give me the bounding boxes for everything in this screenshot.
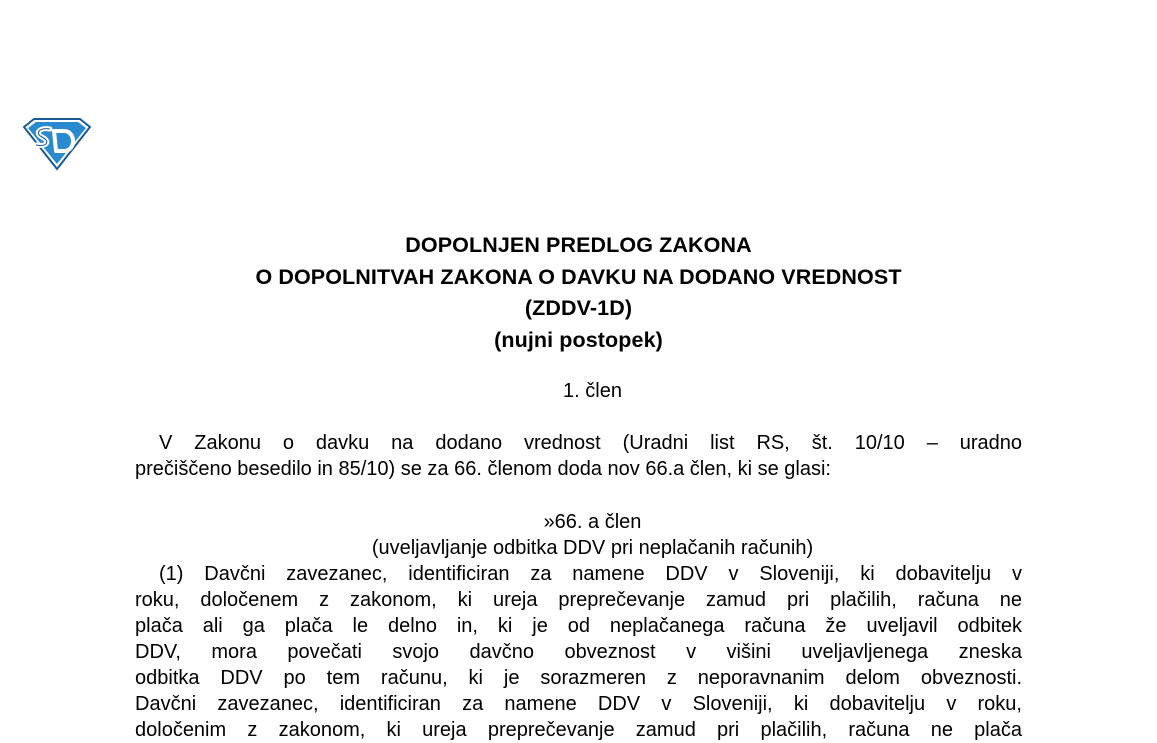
title-line-3: (ZDDV-1D) [524, 296, 633, 320]
paragraph-line: DDV, mora povečati svojo davčno obveznost v višini uveljavljenega zneska [135, 641, 1022, 663]
paragraph-line: odbitka DDV po tem računu, ki je sorazmeren z neporavnanim delom obveznosti. [135, 667, 1022, 689]
paragraph-line: roku, določenem z zakonom, ki ureja preprečevanje zamud pri plačilih, računa ne [135, 589, 1022, 611]
paragraph-line: V Zakonu o davku na dodano vrednost (Uradni list RS, št. 10/10 – uradno [159, 432, 1022, 454]
title-line-2: O DOPOLNITVAH ZAKONA O DAVKU NA DODANO VREDNOST [255, 264, 902, 289]
paragraph-line: Davčni zavezanec, identificiran za namene DDV v Sloveniji, ki dobavitelju v roku, [135, 693, 1022, 715]
title-line-1: DOPOLNJEN PREDLOG ZAKONA [405, 233, 752, 257]
paragraph-line: plača ali ga plača le delno in, ki je od neplačanega računa že uveljavil odbitek [135, 615, 1022, 637]
document-title [0, 230, 1157, 356]
paragraph-line: prečiščeno besedilo in 85/10) se za 66. členom doda nov 66.a člen, ki se glasi: [135, 458, 831, 480]
party-logo-icon [22, 117, 92, 171]
article-1-paragraph [135, 430, 1022, 482]
article-66a-heading: »66. a člen [543, 511, 642, 533]
paragraph-line: (1) Davčni zavezanec, identificiran za namene DDV v Sloveniji, ki dobavitelju v [159, 563, 1022, 585]
article-66a-subheading: (uveljavljanje odbitka DDV pri neplačanih računih) [371, 537, 814, 559]
article-66a-paragraph [135, 561, 1022, 743]
article-1-heading: 1. člen [563, 380, 622, 402]
paragraph-line: določenim z zakonom, ki ureja preprečevanje zamud pri plačilih, računa ne plača [135, 719, 1022, 741]
title-line-4: (nujni postopek) [494, 327, 663, 352]
